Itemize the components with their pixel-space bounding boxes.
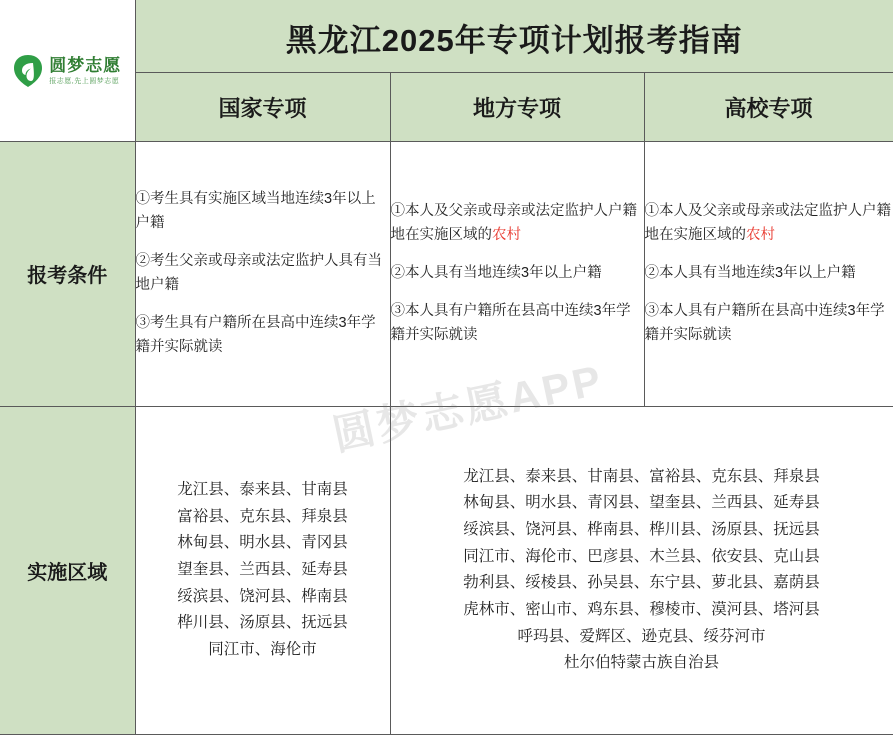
areas-national [135, 406, 390, 734]
area-line: 虎林市、密山市、鸡东县、穆棱市、漠河县、塔河县 [463, 600, 820, 618]
area-line: 杜尔伯特蒙古族自治县 [564, 654, 720, 672]
logo-main-text: 圆梦志愿 [49, 55, 122, 75]
page-title: 黑龙江2025年专项计划报考指南 [285, 22, 743, 58]
logo-cell [0, 0, 135, 142]
condition-item: ②本人具有当地连续3年以上户籍 [644, 265, 856, 281]
conditions-local [390, 142, 644, 406]
row-label-areas: 实施区域 [0, 406, 135, 734]
area-line: 勃利县、绥棱县、孙吴县、东宁县、萝北县、嘉荫县 [463, 574, 820, 592]
condition-item: ①本人及父亲或母亲或法定监护人户籍地在实施区域的农村 [390, 203, 637, 244]
area-line: 龙江县、泰来县、甘南县 [177, 481, 348, 499]
conditions-university [644, 142, 893, 406]
condition-item: ①本人及父亲或母亲或法定监护人户籍地在实施区域的农村 [644, 203, 891, 244]
area-line: 龙江县、泰来县、甘南县、富裕县、克东县、拜泉县 [463, 467, 820, 485]
areas-local-university [390, 406, 893, 734]
table-row [0, 406, 893, 734]
table-row [0, 142, 893, 406]
logo-sub-text: 报志愿,先上圆梦志愿 [49, 77, 120, 85]
column-header-national: 国家专项 [135, 73, 390, 142]
condition-item: ③本人具有户籍所在县高中连续3年学籍并实际就读 [390, 302, 631, 343]
area-line: 桦川县、汤原县、抚远县 [177, 614, 348, 632]
column-header-local: 地方专项 [390, 73, 644, 142]
brand-logo [0, 54, 135, 88]
area-line: 呼玛县、爱辉区、逊克县、绥芬河市 [517, 627, 766, 645]
conditions-national [135, 142, 390, 406]
condition-item: ①考生具有实施区域当地连续3年以上户籍 [135, 191, 376, 232]
area-line: 林甸县、明水县、青冈县 [177, 534, 348, 552]
condition-item: ②本人具有当地连续3年以上户籍 [390, 265, 602, 281]
watermark: 圆梦志愿APP [328, 355, 608, 460]
area-line: 同江市、海伦市 [208, 640, 317, 658]
area-line: 绥滨县、饶河县、桦南县 [177, 587, 348, 605]
area-line: 林甸县、明水县、青冈县、望奎县、兰西县、延寿县 [463, 494, 820, 512]
area-line: 绥滨县、饶河县、桦南县、桦川县、汤原县、抚远县 [463, 521, 820, 539]
area-line: 同江市、海伦市、巴彦县、木兰县、依安县、克山县 [463, 547, 820, 565]
area-line: 望奎县、兰西县、延寿县 [177, 561, 348, 578]
page-title-cell [135, 0, 893, 73]
logo-text [49, 57, 121, 85]
leaf-logo-icon [13, 54, 43, 88]
condition-item: ③考生具有户籍所在县高中连续3年学籍并实际就读 [135, 314, 376, 355]
table-header-row [0, 0, 893, 73]
row-label-conditions: 报考条件 [0, 142, 135, 406]
area-line: 富裕县、克东县、拜泉县 [177, 507, 348, 525]
column-header-university: 高校专项 [644, 73, 893, 142]
condition-item: ③本人具有户籍所在县高中连续3年学籍并实际就读 [644, 302, 885, 343]
condition-item: ②考生父亲或母亲或法定监护人具有当地户籍 [135, 253, 382, 293]
